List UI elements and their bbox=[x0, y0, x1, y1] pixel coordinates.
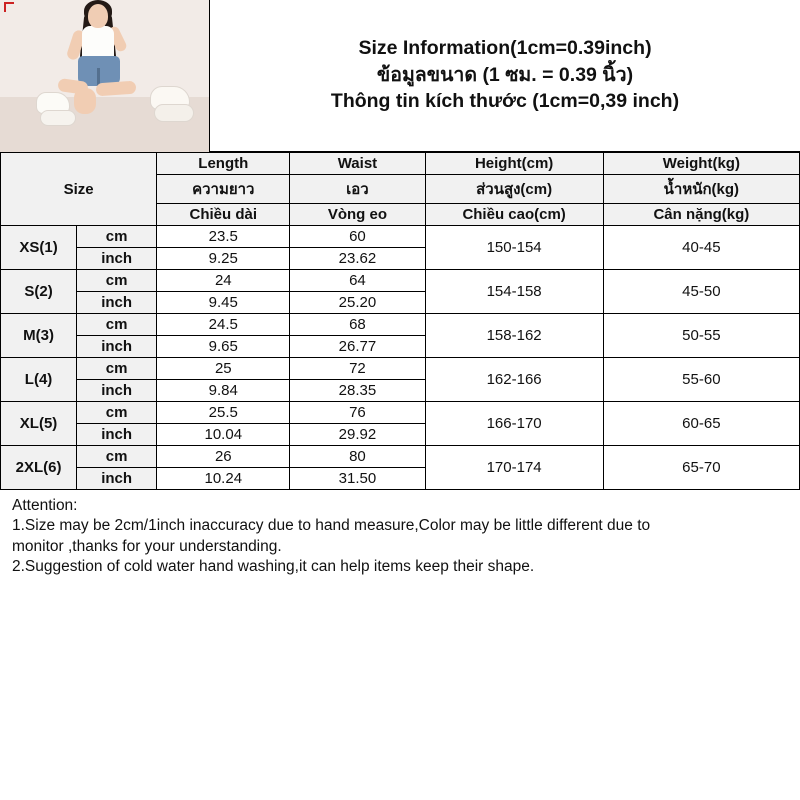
row-unit-cm: cm bbox=[77, 402, 157, 424]
cell-length-cm: 25.5 bbox=[157, 402, 290, 424]
cell-weight: 40-45 bbox=[603, 226, 799, 270]
row-unit-inch: inch bbox=[77, 380, 157, 402]
cell-waist-cm: 64 bbox=[290, 270, 425, 292]
attention-title: Attention: bbox=[12, 497, 78, 514]
row-unit-cm: cm bbox=[77, 226, 157, 248]
row-unit-cm: cm bbox=[77, 270, 157, 292]
cell-waist-inch: 29.92 bbox=[290, 424, 425, 446]
title-line-en: Size Information(1cm=0.39inch) bbox=[358, 36, 652, 59]
cell-weight: 60-65 bbox=[603, 402, 799, 446]
cell-height: 158-162 bbox=[425, 314, 603, 358]
col-header-weight-en: Weight(kg) bbox=[603, 153, 799, 175]
cell-length-cm: 25 bbox=[157, 358, 290, 380]
col-header-waist-th: เอว bbox=[290, 175, 425, 204]
row-size-label: L(4) bbox=[1, 358, 77, 402]
cell-length-inch: 9.84 bbox=[157, 380, 290, 402]
header-band bbox=[0, 0, 800, 152]
table-row bbox=[1, 270, 800, 292]
cell-height: 170-174 bbox=[425, 446, 603, 490]
cell-height: 150-154 bbox=[425, 226, 603, 270]
cell-length-cm: 26 bbox=[157, 446, 290, 468]
row-unit-cm: cm bbox=[77, 358, 157, 380]
col-header-waist-vi: Vòng eo bbox=[290, 204, 425, 226]
cell-length-cm: 24.5 bbox=[157, 314, 290, 336]
cell-weight: 45-50 bbox=[603, 270, 799, 314]
row-size-label: M(3) bbox=[1, 314, 77, 358]
cell-length-cm: 24 bbox=[157, 270, 290, 292]
cell-weight: 50-55 bbox=[603, 314, 799, 358]
title-line-th: ข้อมูลขนาด (1 ซม. = 0.39 นิ้ว) bbox=[376, 63, 634, 86]
product-photo bbox=[0, 0, 210, 152]
attention-line-1a: 1.Size may be 2cm/1inch inaccuracy due to hand measure,Color may be little different due to bbox=[12, 517, 651, 535]
size-table bbox=[0, 152, 800, 490]
cell-waist-cm: 68 bbox=[290, 314, 425, 336]
col-header-length-th: ความยาว bbox=[157, 175, 290, 204]
table-header-row-en bbox=[1, 153, 800, 175]
cell-weight: 55-60 bbox=[603, 358, 799, 402]
col-header-waist-en: Waist bbox=[290, 153, 425, 175]
cell-waist-cm: 72 bbox=[290, 358, 425, 380]
cell-length-inch: 10.24 bbox=[157, 468, 290, 490]
table-row bbox=[1, 226, 800, 248]
cell-length-inch: 9.45 bbox=[157, 292, 290, 314]
cell-length-inch: 10.04 bbox=[157, 424, 290, 446]
table-row bbox=[1, 446, 800, 468]
cell-waist-inch: 31.50 bbox=[290, 468, 425, 490]
cell-length-cm: 23.5 bbox=[157, 226, 290, 248]
table-row bbox=[1, 314, 800, 336]
cell-length-inch: 9.25 bbox=[157, 248, 290, 270]
row-size-label: 2XL(6) bbox=[1, 446, 77, 490]
row-unit-cm: cm bbox=[77, 314, 157, 336]
title-block bbox=[210, 0, 800, 151]
row-unit-inch: inch bbox=[77, 424, 157, 446]
cell-waist-cm: 80 bbox=[290, 446, 425, 468]
row-unit-cm: cm bbox=[77, 446, 157, 468]
table-row bbox=[1, 358, 800, 380]
col-header-length-vi: Chiều dài bbox=[157, 204, 290, 226]
row-unit-inch: inch bbox=[77, 468, 157, 490]
row-size-label: S(2) bbox=[1, 270, 77, 314]
cell-waist-inch: 23.62 bbox=[290, 248, 425, 270]
attention-line-2: 2.Suggestion of cold water hand washing,it can help items keep their shape. bbox=[12, 558, 535, 576]
col-header-weight-vi: Cân nặng(kg) bbox=[603, 204, 799, 226]
cell-waist-cm: 76 bbox=[290, 402, 425, 424]
size-header-cell: Size bbox=[1, 153, 157, 226]
table-row bbox=[1, 402, 800, 424]
cell-length-inch: 9.65 bbox=[157, 336, 290, 358]
col-header-weight-th: น้ำหนัก(kg) bbox=[603, 175, 799, 204]
row-unit-inch: inch bbox=[77, 292, 157, 314]
row-unit-inch: inch bbox=[77, 248, 157, 270]
cell-waist-inch: 25.20 bbox=[290, 292, 425, 314]
col-header-height-en: Height(cm) bbox=[425, 153, 603, 175]
attention-line-1b: monitor ,thanks for your understanding. bbox=[12, 537, 282, 555]
row-size-label: XL(5) bbox=[1, 402, 77, 446]
cell-waist-inch: 26.77 bbox=[290, 336, 425, 358]
row-size-label: XS(1) bbox=[1, 226, 77, 270]
row-unit-inch: inch bbox=[77, 336, 157, 358]
col-header-length-en: Length bbox=[157, 153, 290, 175]
cell-waist-cm: 60 bbox=[290, 226, 425, 248]
attention-block bbox=[0, 490, 800, 582]
cell-height: 162-166 bbox=[425, 358, 603, 402]
cell-height: 154-158 bbox=[425, 270, 603, 314]
cell-waist-inch: 28.35 bbox=[290, 380, 425, 402]
col-header-height-th: ส่วนสูง(cm) bbox=[425, 175, 603, 204]
cell-height: 166-170 bbox=[425, 402, 603, 446]
title-line-vi: Thông tin kích thước (1cm=0,39 inch) bbox=[330, 90, 680, 113]
cell-weight: 65-70 bbox=[603, 446, 799, 490]
col-header-height-vi: Chiều cao(cm) bbox=[425, 204, 603, 226]
corner-mark-icon bbox=[4, 2, 14, 12]
